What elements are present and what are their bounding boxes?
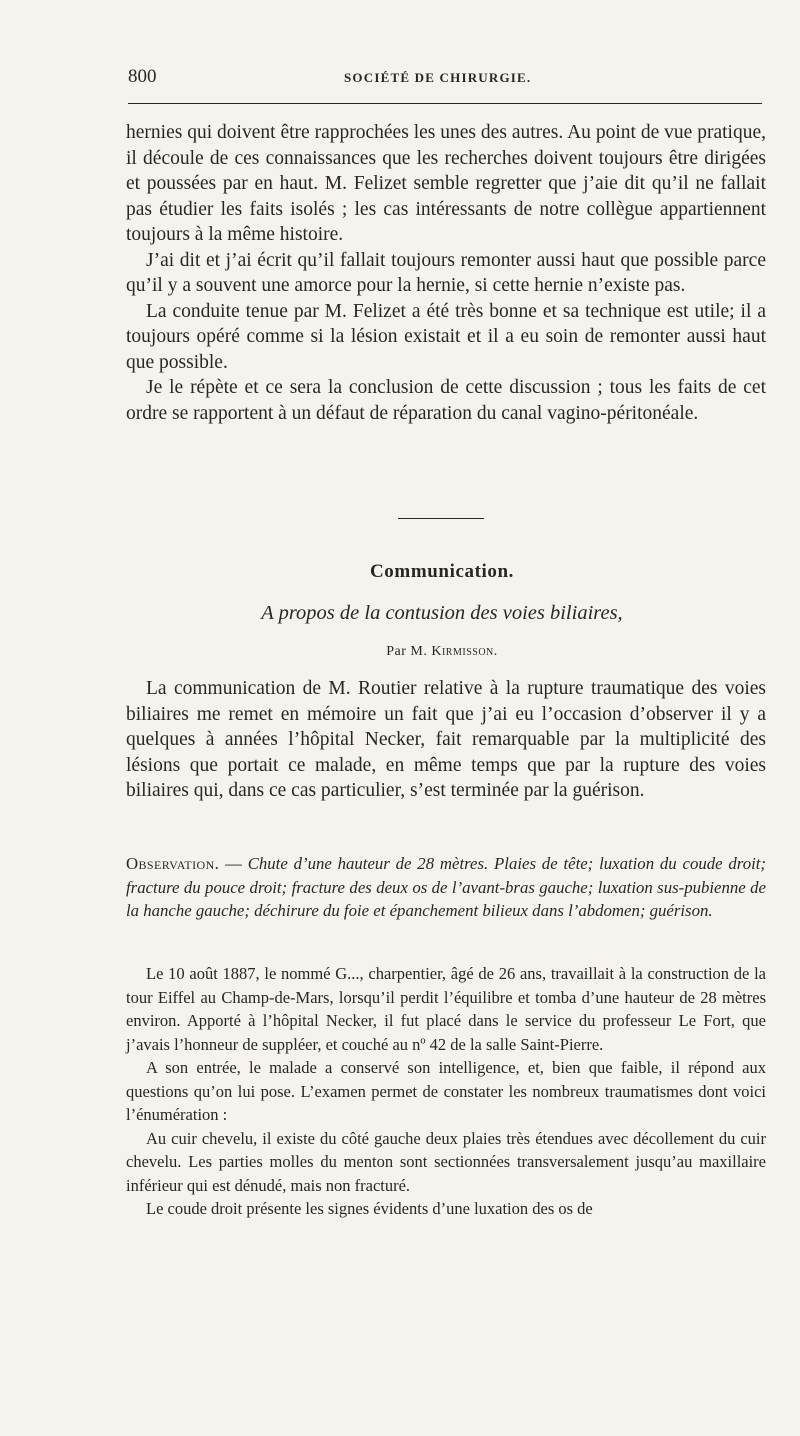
discussion-paragraph-1: hernies qui doivent être rapprochées les unes des autres. Au point de vue pratique, il découle de ces connaissances que les recherches doivent toujours être dirigées et poussées par en haut. M. Felizet semble regretter que j’aie dit qu’il ne fallait pas étudier les faits isolés ; les cas intéressants de notre collègue appartiennent toujours à la même histoire. bbox=[126, 122, 766, 245]
discussion-paragraph-2: J’ai dit et j’ai écrit qu’il fallait toujours remonter aussi haut que possible parce qu’il y a souvent une amorce pour la hernie, si cette hernie n’existe pas. bbox=[126, 249, 766, 296]
byline-author: Kirmisson. bbox=[431, 644, 498, 659]
header-rule bbox=[128, 103, 762, 104]
byline-prefix: Par M. bbox=[386, 644, 428, 659]
observation-paragraph-2: A son entrée, le malade a conservé son intelligence, et, bien que faible, il répond aux questions qu’on lui pose. L’examen permet de constater les nombreux traumatismes dont voici l’énumération : bbox=[126, 1058, 766, 1124]
observation-paragraph-1: Le 10 août 1887, le nommé G..., charpentier, âgé de 26 ans, travaillait à la construction de la tour Eiffel au Champ-de-Mars, lorsqu’il perdit l’équilibre et tomba d’une hauteur de 28 mètres environ. Apporté à l’hôpital Necker, il fut placé dans le service du professeur Le Fort, que j’avais l’honneur de suppléer, et couché au nº 42 de la salle Saint-Pierre. bbox=[126, 964, 766, 1054]
observation-title: Chute d’une hauteur de 28 mètres. Plaies de tête; luxation du coude droit; fracture du pouce droit; fracture des deux os de l’avant-bras gauche; luxation sus-pubienne de la hanche gauche; déchirure du foie et épanchement bilieux dans l’abdomen; guérison. bbox=[126, 854, 766, 920]
observation-paragraph-3: Au cuir chevelu, il existe du côté gauche deux plaies très étendues avec décollement du cuir chevelu. Les parties molles du menton sont sectionnées transversalement jusqu’au maxillaire inférieur qui est dénudé, mais non fracturé. bbox=[126, 1128, 766, 1195]
communication-intro bbox=[126, 676, 766, 804]
running-title: SOCIÉTÉ DE CHIRURGIE. bbox=[344, 70, 532, 85]
observation-heading bbox=[126, 852, 766, 923]
section-divider bbox=[398, 518, 484, 519]
discussion-paragraph-3: La conduite tenue par M. Felizet a été très bonne et sa technique est utile; il a toujours opéré comme si la lésion existait et il a eu soin de remonter aussi haut que possible. bbox=[126, 300, 766, 373]
observation-label: Observation. bbox=[126, 854, 220, 873]
section-title: Communication. bbox=[369, 561, 515, 582]
byline bbox=[0, 644, 800, 660]
discussion-text bbox=[126, 120, 766, 426]
article-title: A propos de la contusion des voies biliaires, bbox=[261, 602, 623, 624]
page-number: 800 bbox=[128, 66, 157, 87]
observation-body bbox=[126, 962, 766, 1221]
observation-paragraph-4: Le coude droit présente les signes évidents d’une luxation des os de bbox=[146, 1199, 593, 1218]
intro-paragraph: La communication de M. Routier relative à la rupture traumatique des voies biliaires me remet en mémoire un fait que j’ai eu l’occasion d’observer il y a quelques à années l’hôpital Necker, fait remarquable par la multiplicité des lésions que portait ce malade, en même temps que par la rupture des voies biliaires qui, dans ce cas particulier, s’est terminée par la guérison. bbox=[126, 678, 766, 801]
page-header bbox=[128, 66, 762, 94]
discussion-paragraph-4: Je le répète et ce sera la conclusion de cette discussion ; tous les faits de cet ordre se rapportent à un défaut de réparation du canal vagino-péritonéale. bbox=[126, 377, 766, 424]
observation-heading-paragraph bbox=[126, 852, 766, 923]
observation-dash: — bbox=[219, 854, 248, 873]
